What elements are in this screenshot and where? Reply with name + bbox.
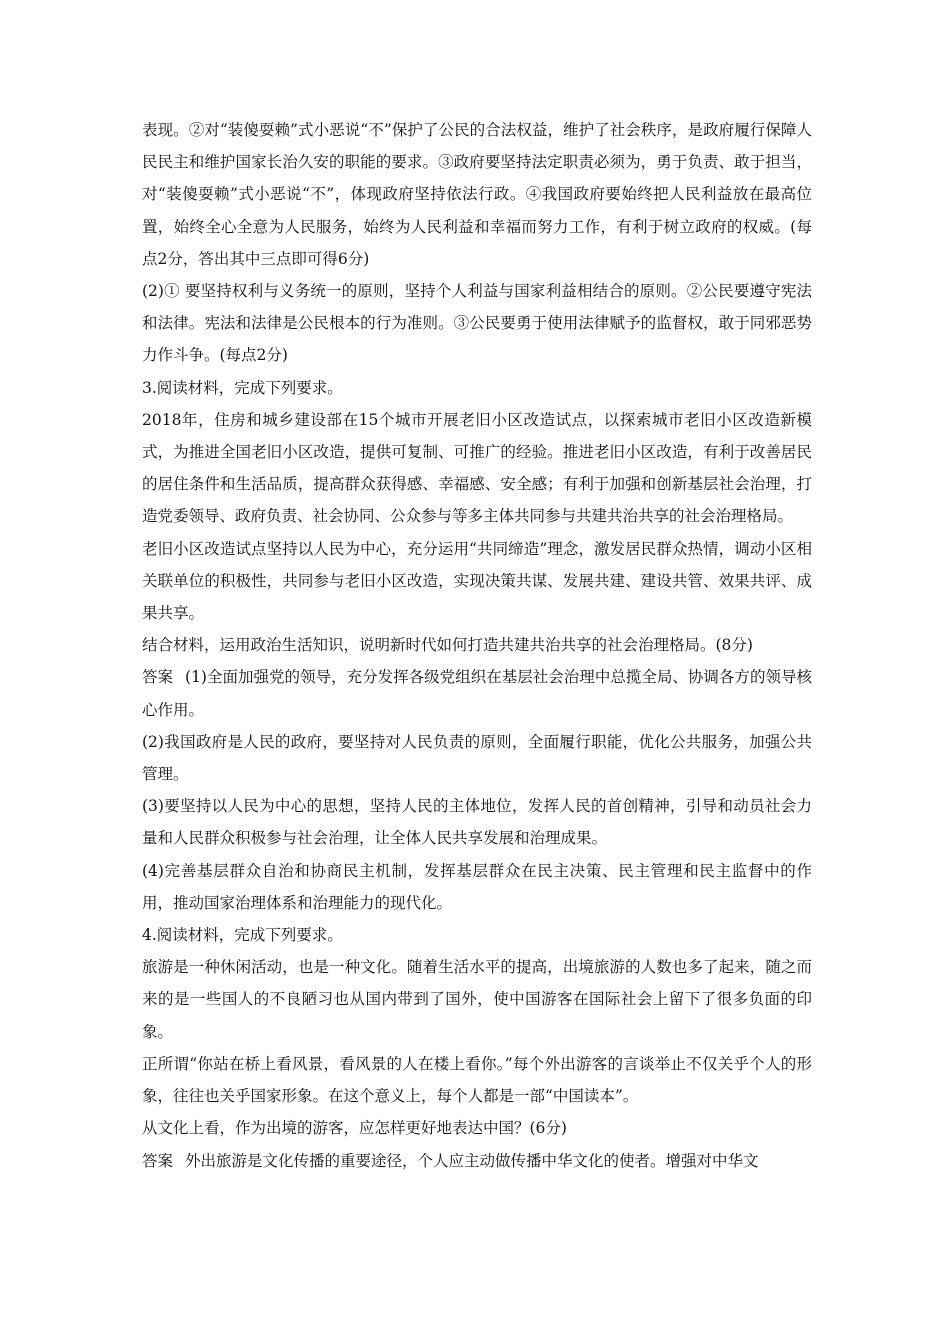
paragraph-text: 4.阅读材料，完成下列要求。: [142, 926, 343, 945]
question-3-prompt: [142, 629, 812, 661]
paragraph-text: (4)完善基层群众自治和协商民主机制，发挥基层群众在民主决策、民主管理和民主监督中的作用，推动国家治理体系和治理能力的现代化。: [142, 861, 812, 912]
question-3-heading: [142, 372, 812, 404]
paragraph-text: 3.阅读材料，完成下列要求。: [142, 378, 343, 397]
question-3-answer-2: [142, 726, 812, 790]
paragraph-text: 结合材料，运用政治生活知识，说明新时代如何打造共建共治共享的社会治理格局。(8分): [142, 636, 753, 655]
paragraph-text: (2)我国政府是人民的政府，要坚持对人民负责的原则，全面履行职能，优化公共服务，加强公共管理。: [142, 732, 812, 784]
paragraph-text: (2)① 要坚持权利与义务统一的原则，坚持个人利益与国家利益相结合的原则。②公民要遵守宪法和法律。宪法和法律是公民根本的行为准则。③公民要勇于使用法律赋予的监督权，敢于同邪恶势力作斗争。(每点2分): [142, 282, 812, 365]
paragraph-answer-part-2: [142, 275, 812, 372]
paragraph-answer-continuation: [142, 114, 812, 275]
paragraph-text: 旅游是一种休闲活动，也是一种文化。随着生活水平的提高，出境旅游的人数也多了起来，随之而来的是一些国人的不良陋习也从国内带到了国外，使中国游客在国际社会上留下了很多负面的印象。: [142, 958, 812, 1041]
question-4-answer: [142, 1145, 812, 1177]
paragraph-text: (1)全面加强党的领导，充分发挥各级党组织在基层社会治理中总揽全局、协调各方的领导核心作用。: [142, 668, 812, 719]
paragraph-text: 正所谓“你站在桥上看风景，看风景的人在楼上看你。”每个外出游客的言谈举止不仅关乎个人的形象，往往也关乎国家形象。在这个意义上，每个人都是一部“中国读本”。: [142, 1054, 812, 1106]
answer-label: 答案: [142, 668, 174, 687]
question-3-answer-3: [142, 790, 812, 854]
paragraph-text: 表现。②对“装傻耍赖”式小恶说“不”保护了公民的合法权益，维护了社会秩序，是政府履行保障人民民主和维护国家长治久安的职能的要求。③政府要坚持法定职责必须为，勇于负责、敢于担当，对“装傻耍赖”式小恶说“不”，体现政府坚持依法行政。④我国政府要始终把人民利益放在最高位置，始终全心全意为人民服务，始终为人民利益和幸福而努力工作，有利于树立政府的权威。(每点2分，答出其中三点即可得6分): [142, 121, 812, 268]
answer-label: 答案: [142, 1151, 174, 1170]
paragraph-text: 老旧小区改造试点坚持以人民为中心，充分运用“共同缔造”理念，激发居民群众热情，调动小区相关联单位的积极性，共同参与老旧小区改造，实现决策共谋、发展共建、建设共管、效果共评、成果共享。: [142, 539, 812, 623]
question-4-heading: [142, 919, 812, 951]
question-4-prompt: [142, 1112, 812, 1144]
question-4-material-1: [142, 951, 812, 1048]
question-3-material-1: [142, 404, 812, 533]
question-3-material-2: [142, 533, 812, 630]
paragraph-text: 外出旅游是文化传播的重要途径，个人应主动做传播中华文化的使者。增强对中华文: [185, 1151, 759, 1170]
paragraph-text: 2018年，住房和城乡建设部在15个城市开展老旧小区改造试点，以探索城市老旧小区改造新模式，为推进全国老旧小区改造，提供可复制、可推广的经验。推进老旧小区改造，有利于改善居民的居住条件和生活品质，提高群众获得感、幸福感、安全感；有利于加强和创新基层社会治理，打造党委领导、政府负责、社会协同、公众参与等多主体共同参与共建共治共享的社会治理格局。: [142, 410, 812, 526]
paragraph-text: (3)要坚持以人民为中心的思想，坚持人民的主体地位，发挥人民的首创精神，引导和动员社会力量和人民群众积极参与社会治理，让全体人民共享发展和治理成果。: [142, 797, 812, 848]
paragraph-text: 从文化上看，作为出境的游客，应怎样更好地表达中国？(6分): [142, 1119, 567, 1138]
document-page: [142, 114, 812, 1177]
question-3-answer-4: [142, 855, 812, 919]
question-4-material-2: [142, 1048, 812, 1112]
question-3-answer-1: [142, 661, 812, 725]
